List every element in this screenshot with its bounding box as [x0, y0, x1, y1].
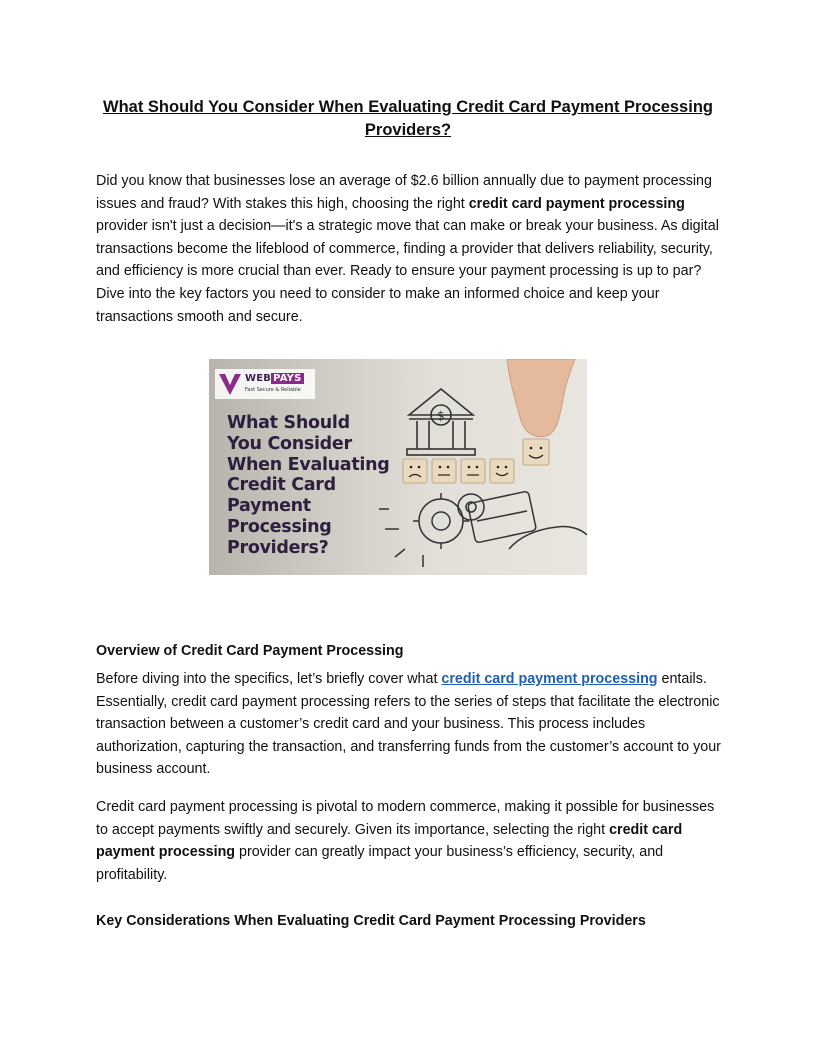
gear-icon	[379, 493, 484, 567]
overview-paragraph-2	[96, 796, 722, 886]
overview-text-1: Before diving into the specifics, let’s briefly cover what	[96, 671, 442, 687]
logo-mark-icon	[217, 371, 243, 397]
banner-line: Processing	[227, 516, 332, 537]
overview-paragraph-1	[96, 668, 722, 781]
banner-line: When Evaluating	[227, 454, 390, 475]
section-heading-overview: Overview of Credit Card Payment Processing	[96, 643, 404, 659]
overview-p2-text-2: provider can greatly impact your business’s efficiency, security, and profitability.	[96, 844, 664, 883]
section-heading-key-considerations: Key Considerations When Evaluating Credit Card Payment Processing Providers	[96, 913, 646, 929]
banner-line: Credit Card	[227, 475, 336, 496]
banner-line: What Should	[227, 413, 350, 433]
banner-image	[209, 359, 587, 575]
banner-line: Payment	[227, 496, 311, 517]
logo-web-text: WEB	[245, 373, 272, 384]
banner-headline	[227, 413, 389, 559]
logo-pays-text: PAYS	[273, 373, 302, 384]
hand-icon	[507, 359, 575, 437]
credit-card-processing-link[interactable]: credit card payment processing	[441, 671, 658, 687]
intro-paragraph	[96, 170, 722, 328]
banner-line: You Consider	[227, 433, 352, 454]
webpays-logo	[215, 369, 315, 399]
intro-text-1: Did you know that businesses lose an average of $2.6 billion annually due to payment processing issues and fraud? With stakes this high, choosing the right	[96, 173, 712, 212]
banner-line: Providers?	[227, 537, 329, 558]
overview-p2-text-1: Credit card payment processing is pivotal to modern commerce, making it possible for businesses to accept payments swiftly and securely. Given its importance, selecting the right	[96, 799, 715, 838]
rating-blocks-icon	[403, 439, 549, 483]
logo-wordmark	[245, 373, 304, 384]
intro-text-2: provider isn't just a decision—it's a strategic move that can make or break your business. As digital transactions become the lifeblood of commerce, finding a provider that delivers reliability, security, and efficiency is more crucial than ever. Ready to ensure your payment processing is up to par? Dive into the key factors you need to consider to make an informed choice and keep your transactions smooth and secure.	[96, 218, 719, 325]
svg-text:$: $	[437, 409, 445, 423]
logo-tagline: Fast Secure & Reliable	[245, 387, 301, 393]
document-title: What Should You Consider When Evaluating Credit Card Payment Processing Providers?	[103, 98, 713, 139]
overview-text-2: entails. Essentially, credit card payment processing refers to the series of steps that facilitate the electronic transaction between a customer’s credit card and your business. This process includes authorization, capturing the transaction, and transferring funds from the customer’s account to your business account.	[96, 671, 721, 778]
bank-icon	[407, 389, 475, 455]
intro-bold-keyword: credit card payment processing	[468, 195, 685, 212]
hand-outline-icon	[509, 526, 587, 549]
overview-p2-bold: credit card payment processing	[96, 821, 683, 861]
